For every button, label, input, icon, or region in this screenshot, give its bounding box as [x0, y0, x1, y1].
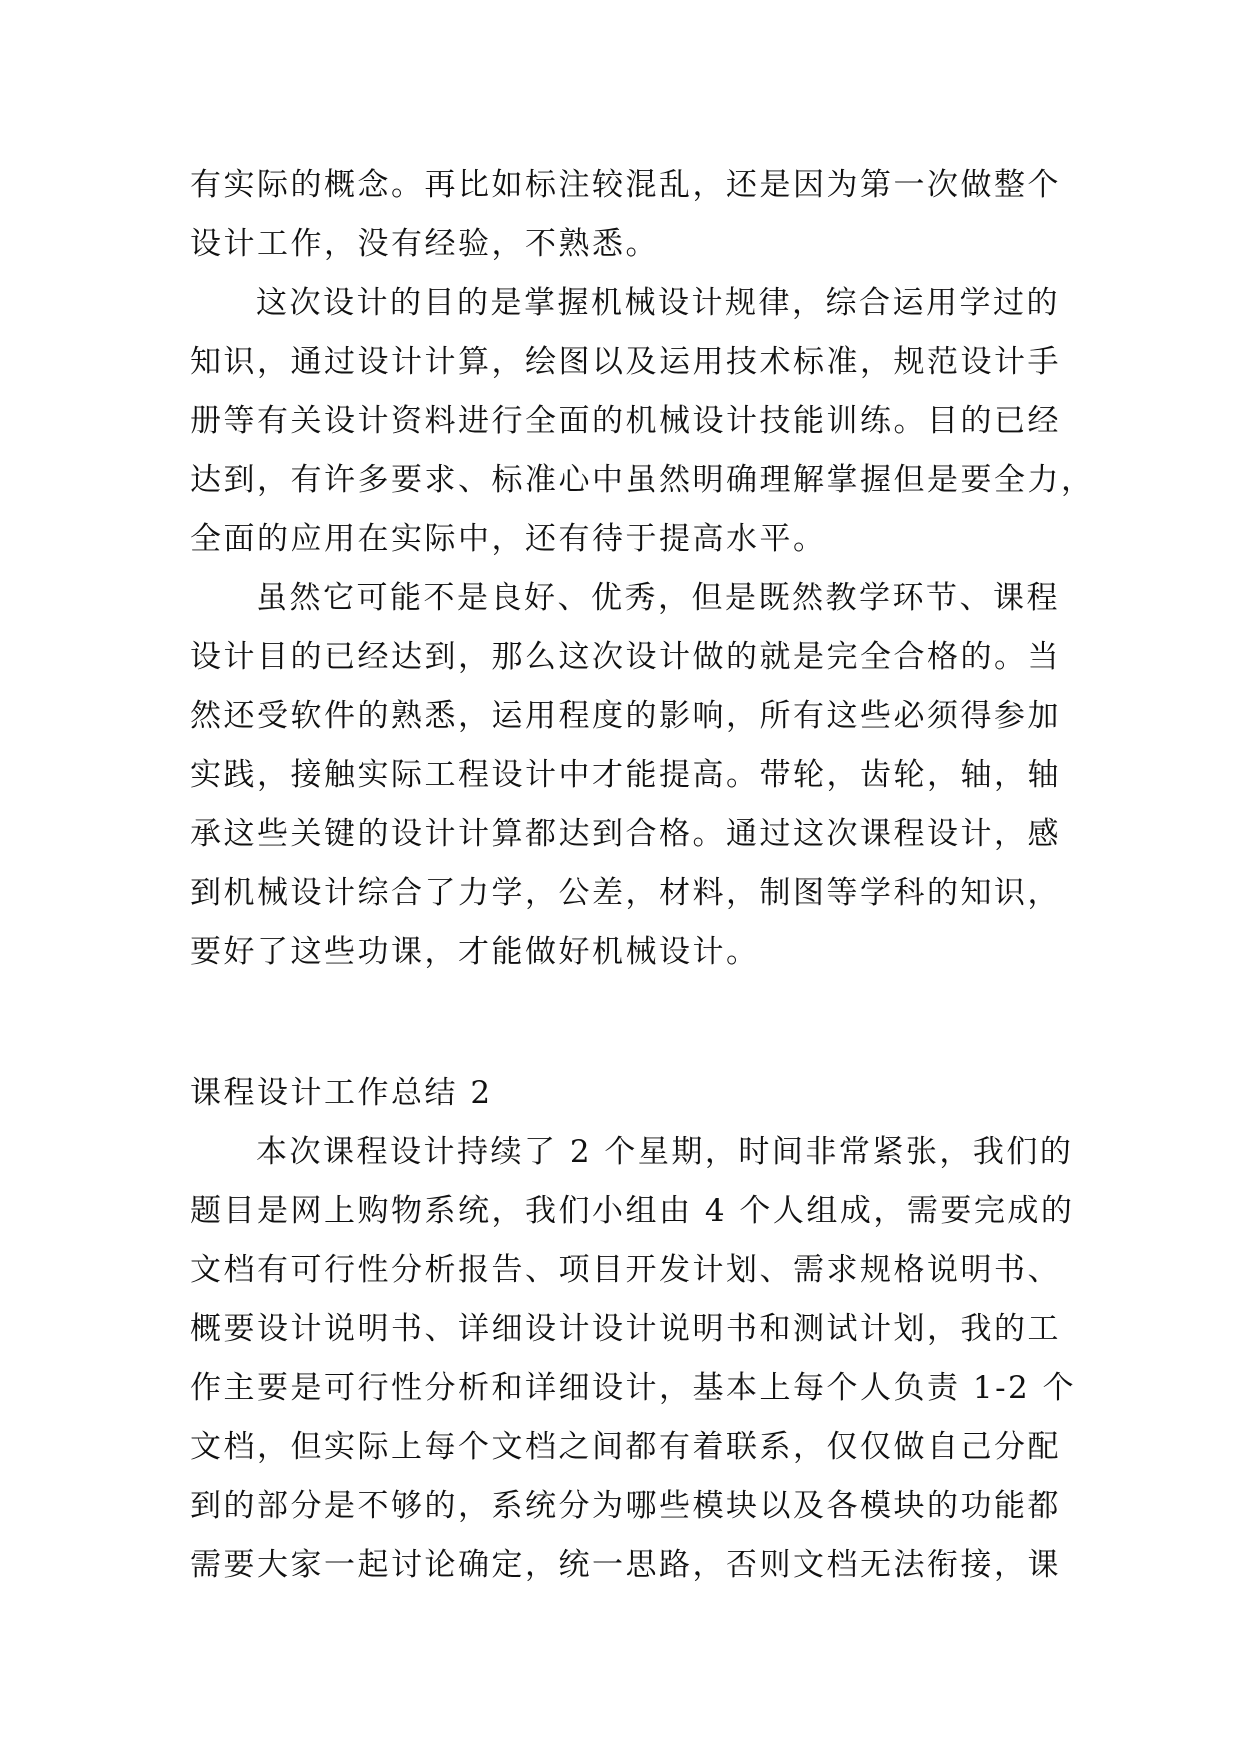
- text-line: 册等有关设计资料进行全面的机械设计技能训练。目的已经: [190, 403, 1061, 439]
- document-body: [190, 156, 1095, 1595]
- text-line: 虽然它可能不是良好、优秀，但是既然教学环节、课程: [256, 580, 1060, 616]
- paragraph-2: [190, 274, 1095, 569]
- paragraph-4: [190, 1123, 1077, 1595]
- text-line: 本次课程设计持续了 2 个星期，时间非常紧张，我们的: [256, 1134, 1074, 1170]
- text-line: 承这些关键的设计计算都达到合格。通过这次课程设计，感: [190, 816, 1061, 852]
- text-line: 到的部分是不够的，系统分为哪些模块以及各模块的功能都: [190, 1488, 1061, 1524]
- text-line: 有实际的概念。再比如标注较混乱，还是因为第一次做整个: [190, 167, 1061, 203]
- text-line: 到机械设计综合了力学，公差，材料，制图等学科的知识，: [190, 875, 1061, 911]
- text-line: 达到，有许多要求、标准心中虽然明确理解掌握但是要全力，: [190, 462, 1095, 498]
- section-title: 课程设计工作总结 2: [190, 1075, 493, 1111]
- text-line: 知识，通过设计计算，绘图以及运用技术标准，规范设计手: [190, 344, 1061, 380]
- text-line: 设计工作，没有经验，不熟悉。: [190, 226, 659, 262]
- text-line: 实践，接触实际工程设计中才能提高。带轮，齿轮，轴，轴: [190, 757, 1061, 793]
- section-gap: [190, 982, 1056, 1064]
- text-line: 这次设计的目的是掌握机械设计规律，综合运用学过的: [256, 285, 1060, 321]
- text-line: 文档有可行性分析报告、项目开发计划、需求规格说明书、: [190, 1252, 1061, 1288]
- text-line: 作主要是可行性分析和详细设计，基本上每个人负责 1-2 个: [190, 1370, 1077, 1406]
- text-line: 要好了这些功课，才能做好机械设计。: [190, 934, 760, 970]
- text-line: 全面的应用在实际中，还有待于提高水平。: [190, 521, 827, 557]
- text-line: 然还受软件的熟悉，运用程度的影响，所有这些必须得参加: [190, 698, 1061, 734]
- text-line: 设计目的已经达到，那么这次设计做的就是完全合格的。当: [190, 639, 1061, 675]
- paragraph-3: [190, 569, 1061, 982]
- text-line: 文档，但实际上每个文档之间都有着联系，仅仅做自己分配: [190, 1429, 1061, 1465]
- text-line: 概要设计说明书、详细设计设计说明书和测试计划，我的工: [190, 1311, 1061, 1347]
- text-line: 题目是网上购物系统，我们小组由 4 个人组成，需要完成的: [190, 1193, 1075, 1229]
- text-line: 需要大家一起讨论确定，统一思路，否则文档无法衔接，课: [190, 1547, 1061, 1583]
- paragraph-1: [190, 156, 1061, 274]
